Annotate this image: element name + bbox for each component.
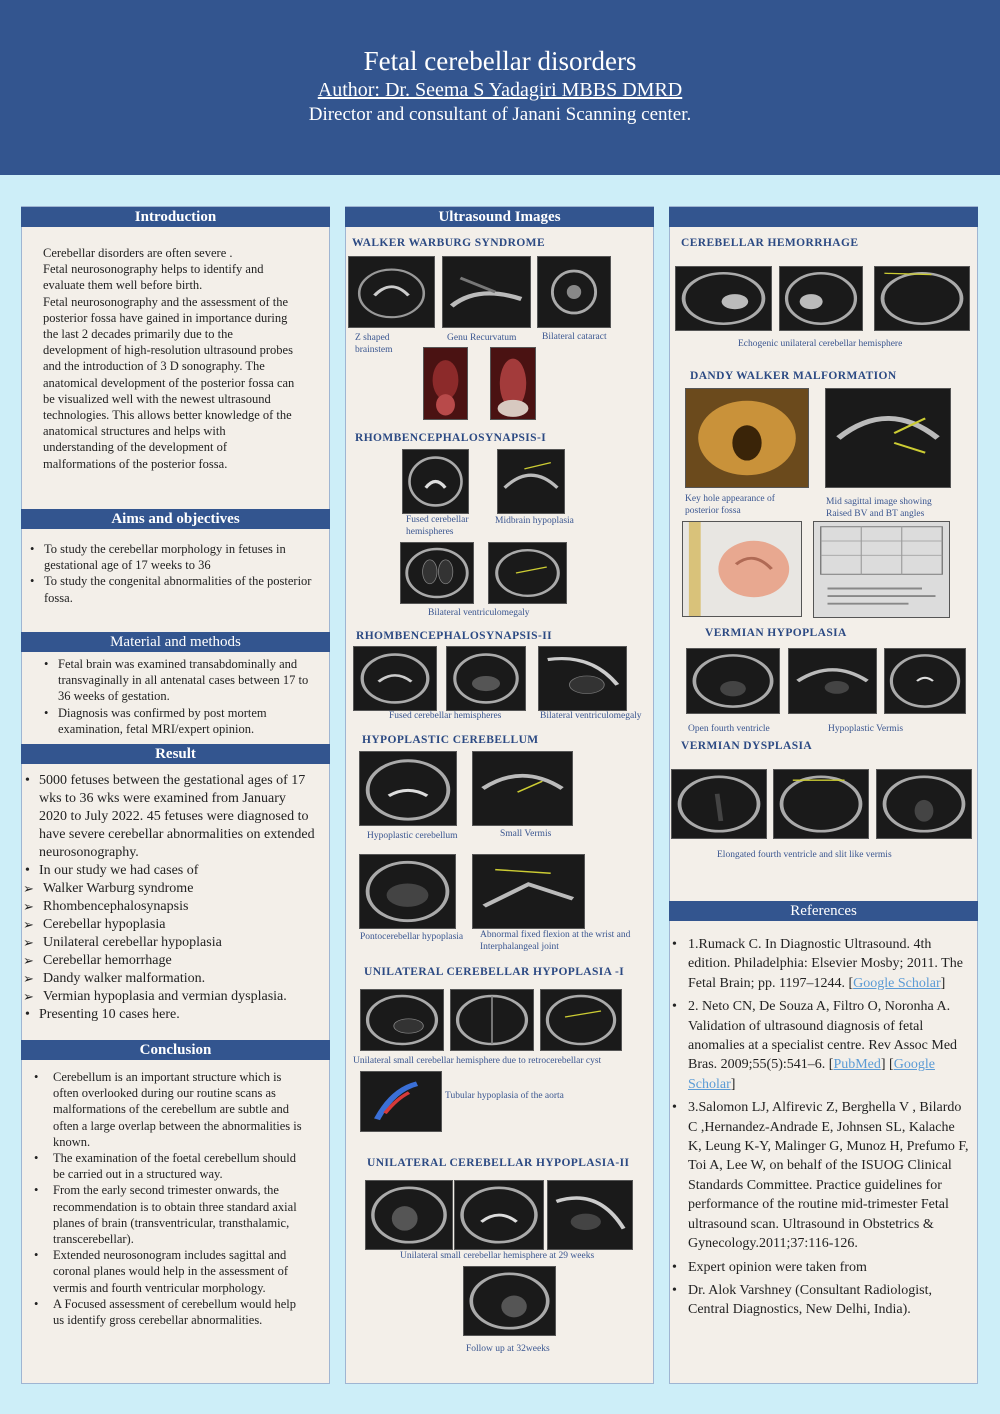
ultrasound-image [547,1180,633,1250]
reference-item: • 3.Salomon LJ, Alfirevic Z, Berghella V , Bilardo C ,Hernandez-Andrade E, Johnsen SL, Kalache K, Leung K-Y, Malinger G, Munoz H, Prefumo F, Toi A, Lee W, on behalf of the ISUOG Clinical Standards Committee. Practice guidelines for performance of the routine mid-trimester Fetal ultrasound scan. Ultrasound in Obstetrics & Gynecology.2011;37:116-126. [670,1098,970,1253]
unilateral-hypoplasia-2-title: UNILATERAL CEREBELLAR HYPOPLASIA-II [367,1157,630,1169]
list-item: ➢ Rhombencephalosynapsis [23,898,317,916]
right-column-top-bar [669,207,978,227]
caption: Small Vermis [500,829,552,839]
ultrasound-image [497,449,565,514]
caption: Bilateral ventriculomegaly [428,608,530,618]
methods-list [42,656,318,737]
list-item: • In our study we had cases of [23,862,317,880]
methods-heading: Material and methods [21,632,330,652]
ultrasound-image [360,989,444,1051]
caption: Echogenic unilateral cerebellar hemisphere [738,339,903,349]
google-scholar-link[interactable]: Google Scholar [688,1057,935,1092]
caption: Fused cerebellar hemispheres [389,711,502,721]
list-item: • Extended neurosonogram includes sagittal and coronal planes would help in the assessment of vermis and fourth ventricular morphology. [32,1247,310,1296]
references-list [670,935,970,1324]
ultrasound-image [884,648,966,714]
reference-item: • 1.Rumack C. In Diagnostic Ultrasound. 4th edition. Philadelphia: Elsevier Mosby; 2011. The Fetal Brain; pp. 1197–1244. [Google Scholar] [670,935,970,993]
ultrasound-image [402,449,469,514]
ultrasound-image [874,266,970,331]
caption: Hypoplastic cerebellum [367,831,458,841]
list-item: • A Focused assessment of cerebellum would help us identify gross cerebellar abnormalities. [32,1296,310,1328]
caption: Tubular hypoplasia of the aorta [445,1091,564,1101]
ultrasound-image [488,542,567,604]
doppler-image [360,1071,442,1132]
ultrasound-image [463,1266,556,1336]
caption: Unilateral small cerebellar hemisphere at 29 weeks [400,1251,595,1261]
list-item: ➢ Cerebellar hemorrhage [23,952,317,970]
ultrasound-image [686,648,780,714]
list-item: • To study the cerebellar morphology in fetuses in gestational age of 17 weeks to 36 [28,541,313,573]
aims-list [28,541,313,606]
poster-author: Author: Dr. Seema S Yadagiri MBBS DMRD [317,79,683,101]
list-item: • Fetal brain was examined transabdominally and transvaginally in all antenatal cases between 17 to 36 weeks of gestation. [42,656,318,705]
caption: Bilateral cataract [542,332,607,342]
ultrasound-image [472,751,573,826]
result-heading: Result [21,744,330,764]
list-item: ➢ Unilateral cerebellar hypoplasia [23,934,317,952]
references-heading: References [669,901,978,921]
caption: Genu Recurvatum [447,333,517,343]
reference-item: • Expert opinion were taken from [670,1258,970,1277]
aims-heading: Aims and objectives [21,509,330,529]
ultrasound-image [400,542,474,604]
caption: Fused cerebellar hemispheres [406,515,469,537]
3d-ultrasound-image [685,388,809,488]
ultrasound-image [537,256,611,328]
reference-item: • Dr. Alok Varshney (Consultant Radiologist, Central Diagnostics, New Delhi, India). [670,1281,970,1320]
list-item: • From the early second trimester onwards, the recommendation is to obtain three standard axial planes of brain (transventricular, transthalamic, transcerebellar). [32,1182,310,1247]
introduction-heading: Introduction [21,207,330,227]
caption: Z shaped brainstem [355,333,393,355]
ultrasound-image [773,769,869,839]
ultrasound-image [454,1180,544,1250]
caption: Follow up at 32weeks [466,1344,550,1354]
autopsy-report-image [813,521,950,618]
dandy-walker-title: DANDY WALKER MALFORMATION [690,370,897,382]
list-item: ➢ Dandy walker malformation. [23,970,317,988]
rhombencephalosynapsis-1-title: RHOMBENCEPHALOSYNAPSIS-I [355,432,547,444]
list-item: • The examination of the foetal cerebellum should be carried out in a structured way. [32,1150,310,1182]
ultrasound-image [876,769,972,839]
list-item: ➢ Cerebellar hypoplasia [23,916,317,934]
vermian-hypoplasia-title: VERMIAN HYPOPLASIA [705,627,847,639]
ultrasound-image [353,646,437,711]
unilateral-hypoplasia-1-title: UNILATERAL CEREBELLAR HYPOPLASIA -I [364,966,625,978]
ultrasound-image [675,266,772,331]
caption: Hypoplastic Vermis [828,724,904,734]
poster-affiliation: Director and consultant of Janani Scanning center. [308,104,692,125]
caption: Midbrain hypoplasia [495,516,574,526]
caption: Elongated fourth ventricle and slit like vermis [717,850,892,860]
caption: Key hole appearance of posterior fossa [685,494,775,516]
specimen-photo [423,347,468,420]
pubmed-link[interactable]: PubMed [833,1057,881,1073]
specimen-photo [682,521,802,617]
ultrasound-image [359,854,456,929]
caption: Unilateral small cerebellar hemisphere due to retrocerebellar cyst [353,1056,602,1066]
ultrasound-image [671,769,767,839]
list-item: • To study the congenital abnormalities of the posterior fossa. [28,573,313,605]
ultrasound-image [779,266,863,331]
ultrasound-image [450,989,534,1051]
conclusion-heading: Conclusion [21,1040,330,1060]
ultrasound-image [446,646,526,711]
result-list [23,772,317,1024]
caption: Mid sagittal image showing Raised BV and BT angles [826,497,932,519]
list-item: • Cerebellum is an important structure which is often overlooked during our routine scans as malformations of the cerebellum are subtle and often a large overlap between the abnormalities is known. [32,1069,310,1150]
hypoplastic-cerebellum-title: HYPOPLASTIC CEREBELLUM [362,734,539,746]
specimen-photo [490,347,536,420]
ultrasound-heading: Ultrasound Images [345,207,654,227]
rhombencephalosynapsis-2-title: RHOMBENCEPHALOSYNAPSIS-II [356,630,552,642]
ultrasound-image [540,989,622,1051]
list-item: • 5000 fetuses between the gestational ages of 17 wks to 36 wks were examined from January 2020 to July 2022. 45 fetuses were diagnosed to have severe cerebellar abnormalities on extended neurosonography. [23,772,317,862]
ultrasound-image [825,388,951,488]
caption: Open fourth ventricle [688,724,770,734]
cerebellar-hemorrhage-title: CEREBELLAR HEMORRHAGE [681,237,859,249]
conclusion-list [32,1069,310,1328]
walker-warburg-title: WALKER WARBURG SYNDROME [352,237,546,249]
vermian-dysplasia-title: VERMIAN DYSPLASIA [681,740,813,752]
reference-item: • 2. Neto CN, De Souza A, Filtro O, Noronha A. Validation of ultrasound diagnosis of fetal anomalies at a specialist centre. Rev Assoc Med Bras. 2009;55(5):541–6. [PubMed] [Google Scholar] [670,997,970,1094]
list-item: ➢ Vermian hypoplasia and vermian dysplasia. [23,988,317,1006]
caption: Abnormal fixed flexion at the wrist and Interphalangeal joint [480,930,631,952]
ultrasound-image [365,1180,453,1250]
list-item: • Presenting 10 cases here. [23,1006,317,1024]
google-scholar-link[interactable]: Google Scholar [853,975,941,991]
ultrasound-image [472,854,585,929]
ultrasound-image [538,646,627,711]
caption: Pontocerebellar hypoplasia [360,932,464,942]
introduction-text: Cerebellar disorders are often severe . Fetal neurosonography helps to identify and evaluate them well before birth. Fetal neurosonography and the assessment of the posterior fossa have gained in importance during the last 2 decades primarily due to the development of high-resolution ultrasound probes and the introduction of 3 D sonography. The anatomical development of the posterior fossa can be visualized well with the newest ultrasound technologies. This allows better knowledge of the anatomical structures and helps with understanding of the development of malformations of the posterior fossa. [43,246,295,471]
list-item: • Diagnosis was confirmed by post mortem examination, fetal MRI/expert opinion. [42,705,318,737]
ultrasound-image [348,256,435,328]
caption: Bilateral ventriculomegaly [540,711,642,721]
poster-title: Fetal cerebellar disorders [363,46,637,76]
ultrasound-image [788,648,877,714]
list-item: ➢ Walker Warburg syndrome [23,880,317,898]
ultrasound-image [359,751,457,826]
ultrasound-image [442,256,531,328]
poster-header [0,0,1000,175]
